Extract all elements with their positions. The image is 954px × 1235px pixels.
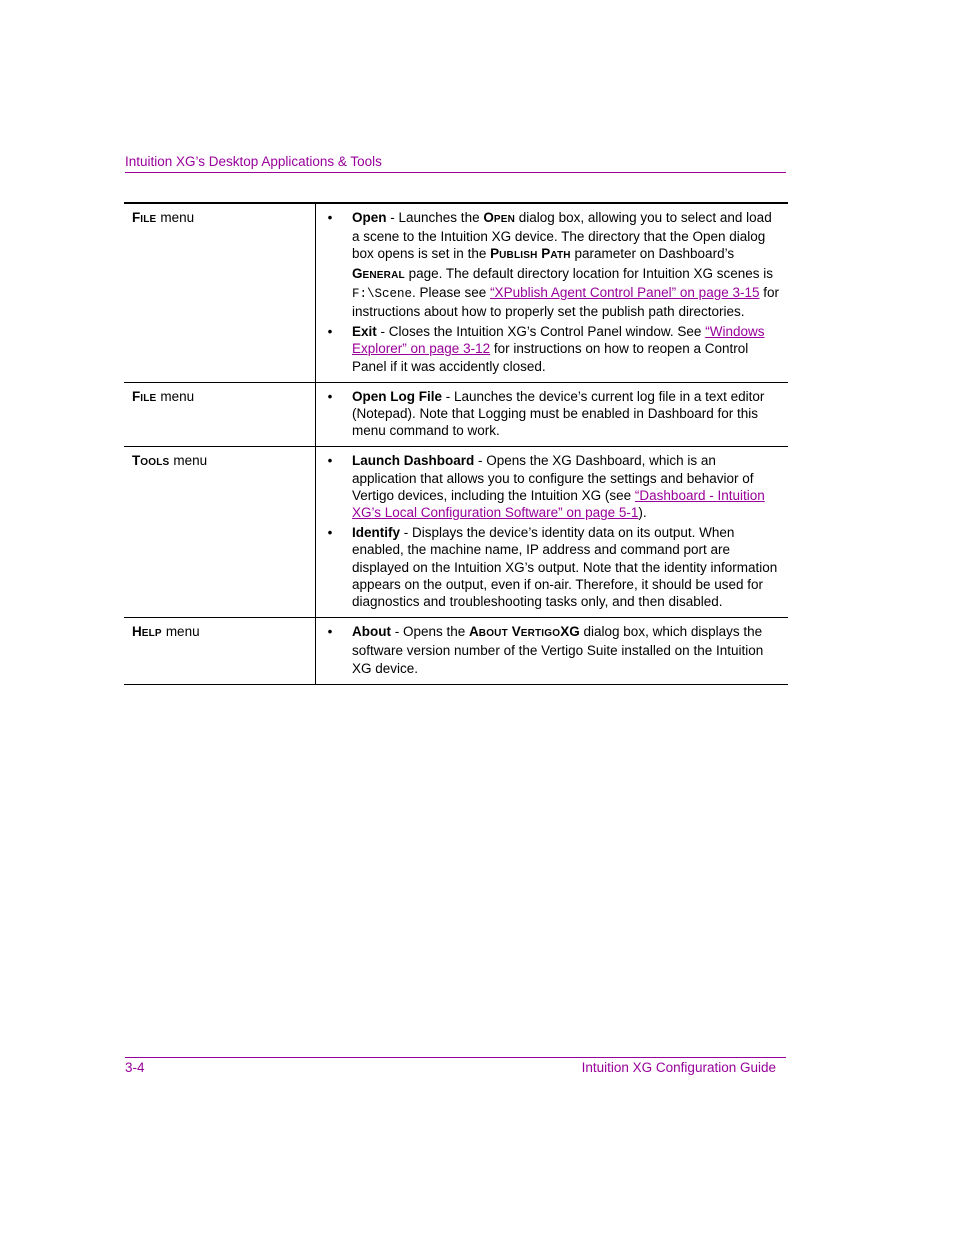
- code-path: F:\Scene: [352, 286, 413, 301]
- smallcaps-initial: P: [490, 246, 500, 262]
- guide-title: Intuition XG Configuration Guide: [581, 1060, 776, 1075]
- menu-name-initial: F: [132, 210, 141, 225]
- table-row: [124, 382, 788, 447]
- item-term: Identify: [352, 525, 401, 541]
- item-text: ).: [638, 505, 647, 521]
- item-text: parameter on Dashboard’s: [570, 246, 735, 262]
- item-text: - Displays the device’s identity data on its output. When enabled, the machine name, IP address and command port are displayed on the Intuition XG’s output. Note that the identity information appears on the output, even if on-air. Therefore, it should be used for diagnostics and troubleshooting tasks only, and then disabled.: [352, 525, 778, 610]
- menu-name-cell: [124, 618, 316, 685]
- item-text: for instructions about how to properly set the publish path directories.: [352, 284, 780, 320]
- item-text: for instructions on how to reopen a Control Panel if it was accidently closed.: [352, 341, 749, 374]
- bullet-icon: •: [327, 453, 333, 469]
- item-text: - Opens the: [390, 624, 470, 640]
- running-header: Intuition XG’s Desktop Applications & Tools: [125, 154, 382, 169]
- item-term: Exit: [352, 324, 377, 340]
- list-item: [324, 209, 780, 320]
- smallcaps-initial: A: [469, 624, 479, 640]
- smallcaps-rest: BOUT: [478, 628, 508, 640]
- menu-table: [124, 202, 788, 685]
- list-item: [324, 623, 780, 677]
- menu-name-rest: OOLS: [140, 457, 170, 469]
- item-text: - Launches the: [386, 210, 484, 225]
- smallcaps-rest: UBLISH: [499, 250, 538, 262]
- item-text: - Closes the Intuition XG’s Control Panel window. See: [376, 324, 706, 340]
- table-row: [124, 618, 788, 685]
- bullet-icon: •: [327, 210, 333, 225]
- item-text: - Launches the device’s current log file in a text editor (Notepad). Note that Logging must be enabled in Dashboard for this menu command to work.: [352, 388, 765, 439]
- table-row: [124, 447, 788, 618]
- smallcaps-rest: PEN: [493, 214, 516, 225]
- list-item: [324, 524, 780, 610]
- menu-name-initial: F: [132, 388, 141, 404]
- menu-word: menu: [165, 624, 200, 640]
- list-item: [324, 452, 780, 521]
- smallcaps-initial: O: [483, 210, 494, 225]
- menu-name-initial: T: [132, 453, 141, 469]
- smallcaps-initial: G: [352, 265, 363, 281]
- item-text: dialog box, allowing you to select and load a scene to the Intuition XG device. The directory that the Open dialog box opens is set in the: [352, 210, 772, 262]
- menu-name-cell: [124, 447, 316, 618]
- smallcaps-rest: ATH: [550, 250, 571, 262]
- smallcaps-initial: V: [511, 624, 521, 640]
- menu-name-cell: [124, 203, 316, 382]
- menu-word: menu: [160, 210, 195, 225]
- cross-reference-link[interactable]: “Windows Explorer” on page 3-12: [352, 324, 765, 357]
- menu-name-rest: ILE: [140, 392, 157, 404]
- bullet-icon: •: [327, 624, 333, 640]
- page-number: 3-4: [125, 1060, 145, 1075]
- item-text: . Please see: [412, 284, 491, 300]
- menu-word: menu: [173, 453, 208, 469]
- smallcaps-rest: ERTIGO: [520, 628, 561, 640]
- item-term: About: [352, 624, 391, 640]
- menu-name-initial: H: [132, 624, 142, 640]
- header-rule: [125, 172, 786, 173]
- menu-name-rest: ELP: [141, 628, 162, 640]
- description-cell: [316, 447, 789, 618]
- item-term: Open Log File: [352, 388, 442, 404]
- menu-name-cell: [124, 382, 316, 447]
- table-row: [124, 203, 788, 382]
- bullet-icon: •: [327, 388, 333, 404]
- item-text: - Opens the XG Dashboard, which is an application that allows you to configure the settings and behavior of Vertigo devices, including the Intuition XG (see: [352, 453, 754, 503]
- description-cell: [316, 203, 789, 382]
- smallcaps-tail: XG: [560, 624, 580, 640]
- item-term: Launch Dashboard: [352, 453, 475, 469]
- smallcaps-rest: ENERAL: [362, 269, 405, 281]
- item-text: page. The default directory location for Intuition XG scenes is: [404, 265, 774, 281]
- description-cell: [316, 618, 789, 685]
- menu-word: menu: [160, 388, 195, 404]
- item-term: Open: [352, 210, 387, 225]
- menu-name-rest: ILE: [140, 214, 157, 225]
- list-item: [324, 388, 780, 440]
- bullet-icon: •: [327, 324, 333, 340]
- smallcaps-initial: P: [541, 246, 551, 262]
- cross-reference-link[interactable]: “XPublish Agent Control Panel” on page 3-15: [490, 284, 760, 300]
- bullet-icon: •: [327, 525, 333, 541]
- cross-reference-link[interactable]: “Dashboard - Intuition XG’s Local Configuration Software” on page 5-1: [352, 487, 765, 521]
- footer-rule: [125, 1057, 786, 1058]
- list-item: [324, 323, 780, 375]
- item-text: dialog box, which displays the software version number of the Vertigo Suite installed on the Intuition XG device.: [352, 624, 764, 676]
- description-cell: [316, 382, 789, 447]
